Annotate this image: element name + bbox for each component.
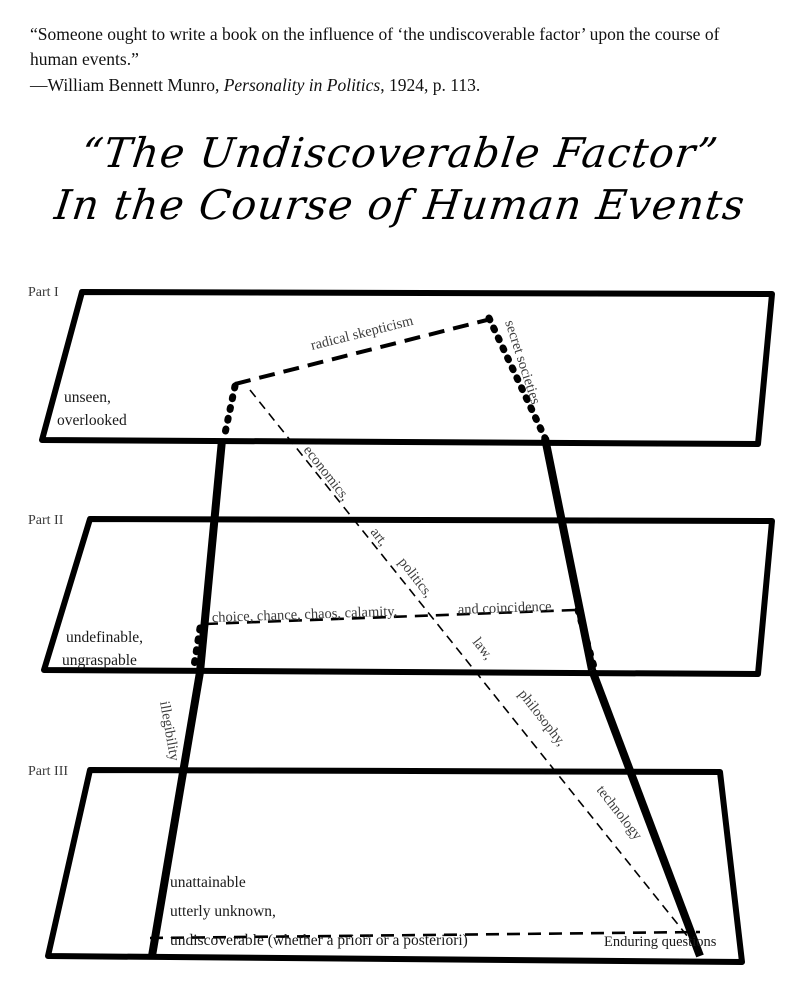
plane-2-outline: [44, 519, 772, 674]
link-label-secret-societies: secret societies: [501, 318, 544, 407]
part-label-3: Part III: [28, 764, 69, 779]
attribution-work-title: Personality in Politics: [223, 74, 381, 95]
plane-3-texts: [170, 874, 468, 949]
connector-left-upper: [200, 440, 222, 672]
link-paths: [150, 318, 700, 952]
link-label-enduring-questions: Enduring questions: [604, 934, 717, 950]
diagram-canvas: [0, 262, 800, 1008]
link-path-left-peak-stub: [224, 386, 235, 438]
plane-part-2: [44, 519, 772, 674]
part-label-2: Part II: [28, 513, 64, 528]
part-label-1: Part I: [28, 285, 59, 300]
epigraph-quote: “Someone ought to write a book on the influence of ‘the undiscoverable factor’ upon the course of human events.”: [30, 24, 720, 70]
attribution-author: —William Bennett Munro,: [30, 74, 224, 95]
link-label-philosophy: philosophy,: [514, 686, 569, 750]
diagram-title: [0, 128, 800, 233]
plane-1-texts: [57, 389, 127, 429]
link-label-economics: economics,: [299, 442, 353, 505]
connector-right-lower: [592, 670, 700, 956]
link-label-choice-chance: choice, chance, chaos, calamity,: [211, 603, 398, 626]
plane-2-text-1: undefinable,: [66, 629, 144, 646]
plane-2-texts: [62, 629, 143, 669]
link-label-law: law,: [468, 634, 497, 664]
epigraph-attribution: [30, 73, 770, 98]
link-label-illegibility: illegibility: [156, 699, 183, 763]
link-label-art: art,: [366, 524, 392, 550]
plane-1-text-1: unseen,: [64, 389, 111, 406]
link-label-radical-skepticism: radical skepticism: [309, 312, 415, 354]
title-line-2: In the Course of Human Events: [52, 181, 749, 230]
plane-3-text-3: undiscoverable (whether a priori or a posteriori): [170, 932, 468, 949]
link-label-technology: technology: [592, 782, 646, 844]
plane-2-text-2: ungraspable: [62, 652, 137, 669]
plane-1-text-2: overlooked: [57, 412, 127, 429]
epigraph-block: [30, 22, 770, 98]
plane-3-text-2: utterly unknown,: [170, 903, 276, 920]
plane-3-text-1: unattainable: [170, 874, 246, 891]
title-line-1: “The Undiscoverable Factor”: [78, 129, 722, 177]
link-label-politics: politics,: [394, 554, 436, 601]
link-label-and-coincidence: and coincidence: [457, 598, 552, 618]
attribution-tail: , 1924, p. 113.: [380, 74, 481, 95]
